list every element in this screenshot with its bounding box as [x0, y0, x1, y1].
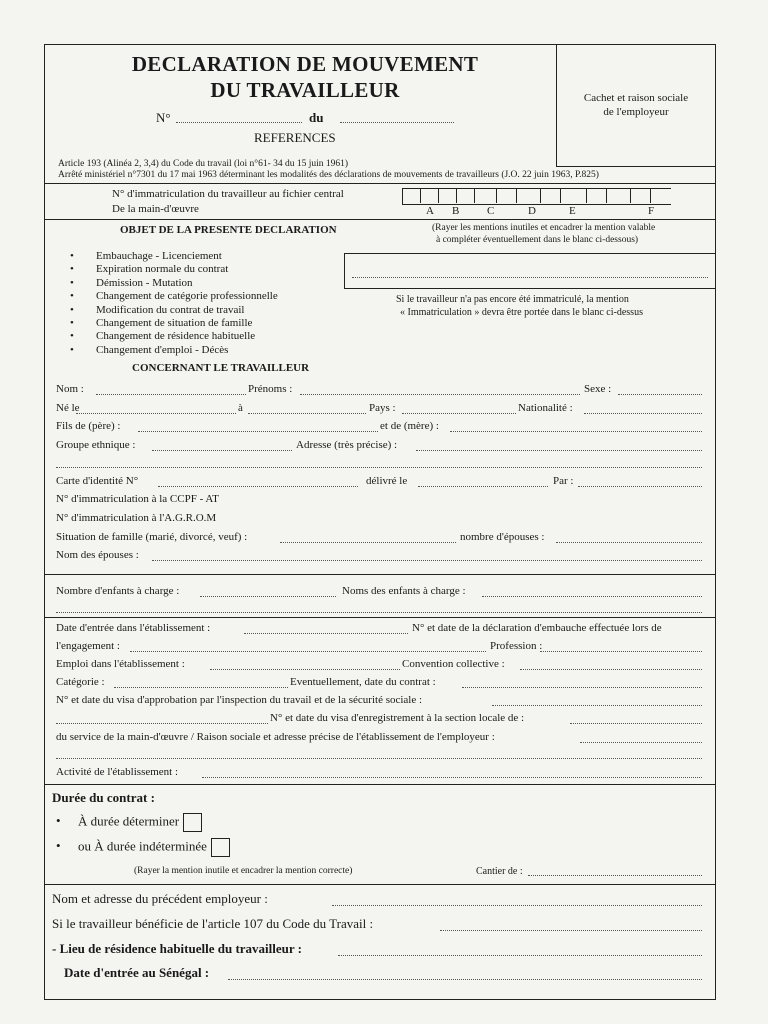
nb-enfants-field[interactable]: [200, 596, 336, 597]
senegal-field[interactable]: [228, 979, 702, 980]
letter-a: A: [426, 205, 434, 217]
objet-complement-box[interactable]: [344, 253, 716, 289]
cdi-checkbox[interactable]: [211, 838, 230, 857]
nb-epouses-label: nombre d'épouses :: [460, 531, 545, 543]
delivre-field[interactable]: [418, 486, 548, 487]
objet-item[interactable]: • Embauchage - Licenciement: [96, 250, 356, 263]
cell-divider: [516, 188, 517, 203]
visa-approbation-label: N° et date du visa d'approbation par l'inspection du travail et de la sécurité sociale :: [56, 694, 423, 706]
situation-field[interactable]: [280, 542, 456, 543]
categorie-label: Catégorie :: [56, 676, 105, 688]
ccpf-label: N° d'immatriculation à la CCPF - AT: [56, 493, 219, 505]
divider-top: [44, 183, 716, 184]
references-label: REFERENCES: [254, 130, 336, 145]
stamp-label-1: Cachet et raison sociale: [583, 92, 689, 104]
divider-footer: [44, 884, 716, 885]
no-date-decl-label: N° et date de la déclaration d'embauche effectuée lors de: [412, 622, 662, 634]
emploi-label: Emploi dans l'établissement :: [56, 658, 185, 670]
du-label: du: [309, 110, 324, 125]
fils-de-label: Fils de (père) :: [56, 420, 121, 432]
objet-item[interactable]: • Changement de situation de famille: [96, 317, 356, 330]
residence-label: - Lieu de résidence habituelle du travailleur :: [52, 941, 302, 956]
birth-place-field[interactable]: [248, 413, 366, 414]
groupe-field[interactable]: [152, 450, 292, 451]
employer-stamp-area[interactable]: [560, 122, 710, 162]
ne-le-label: Né le: [56, 402, 80, 414]
stamp-label-2: de l'employeur: [603, 106, 669, 118]
stamp-box-left: [556, 44, 557, 166]
convention-field[interactable]: [520, 669, 702, 670]
precedent-label: Nom et adresse du précédent employeur :: [52, 891, 268, 906]
agrom-label: N° d'immatriculation à l'A.G.R.O.M: [56, 512, 217, 524]
cell-divider: [650, 188, 651, 203]
mother-field[interactable]: [450, 431, 702, 432]
cell-divider: [560, 188, 561, 203]
service-mo-label: du service de la main-d'œuvre / Raison sociale et adresse précise de l'établissement de l'employeur :: [56, 731, 495, 743]
letter-d: D: [528, 205, 536, 217]
cell-divider: [474, 188, 475, 203]
birth-date-field[interactable]: [76, 413, 236, 414]
cantier-field[interactable]: [528, 875, 702, 876]
cell-divider: [496, 188, 497, 203]
employeur-field[interactable]: [580, 742, 702, 743]
visa-enregistrement-label: N° et date du visa d'enregistrement à la section locale de :: [270, 712, 525, 724]
noms-enfants-field[interactable]: [482, 596, 702, 597]
form-title-line1: DECLARATION DE MOUVEMENT: [131, 52, 479, 76]
objet-note-1: (Rayer les mentions inutiles et encadrer la mention valable: [432, 223, 656, 233]
noms-enfants-field-2[interactable]: [56, 612, 702, 613]
letter-b: B: [452, 205, 460, 217]
cell-divider: [540, 188, 541, 203]
objet-list: [96, 250, 356, 357]
engagement-field[interactable]: [130, 651, 486, 652]
visa-enregistrement-field[interactable]: [56, 723, 268, 724]
emploi-field[interactable]: [210, 669, 400, 670]
nb-epouses-field[interactable]: [556, 542, 702, 543]
cdi-label: ou À durée indéterminée: [78, 838, 207, 854]
travailleur-heading: CONCERNANT LE TRAVAILLEUR: [132, 362, 310, 374]
immat-note-2: « Immatriculation » devra être portée dans le blanc ci-dessus: [400, 307, 643, 318]
profession-field[interactable]: [540, 651, 702, 652]
prenoms-field[interactable]: [300, 394, 580, 395]
cell-divider: [438, 188, 439, 203]
arrete-reference: Arrêté ministériel n°7301 du 17 mai 1963 déterminant les modalités des déclarations de mouvements de travailleurs (J.O. 22 juin 1963, P.825): [58, 170, 599, 180]
delivre-label: délivré le: [366, 475, 408, 487]
letter-c: C: [487, 205, 495, 217]
stamp-box-bottom: [556, 166, 716, 167]
par-label: Par :: [553, 475, 574, 487]
father-field[interactable]: [138, 431, 378, 432]
nationalite-field[interactable]: [584, 413, 702, 414]
nationalite-label: Nationalité :: [518, 402, 573, 414]
residence-field[interactable]: [338, 955, 702, 956]
sexe-field[interactable]: [618, 394, 702, 395]
prenoms-label: Prénoms :: [248, 383, 293, 395]
noms-enfants-label: Noms des enfants à charge :: [342, 585, 466, 597]
date-field[interactable]: [340, 122, 454, 123]
date-contrat-field[interactable]: [462, 687, 702, 688]
groupe-label: Groupe ethnique :: [56, 439, 136, 451]
letter-f: F: [648, 205, 655, 217]
immat-label-1: N° d'immatriculation du travailleur au fichier central: [112, 188, 344, 200]
adresse-field[interactable]: [416, 450, 702, 451]
contrat-heading: Durée du contrat :: [52, 790, 155, 805]
objet-item[interactable]: • Modification du contrat de travail: [96, 304, 356, 317]
section-locale-field[interactable]: [570, 723, 702, 724]
number-label: N°: [156, 110, 171, 125]
par-field[interactable]: [578, 486, 702, 487]
contrat-note: (Rayer la mention inutile et encadrer la mention correcte): [134, 866, 353, 876]
cdi-bullet: •: [56, 838, 61, 853]
adresse-label: Adresse (très précise) :: [296, 439, 398, 451]
cdd-checkbox[interactable]: [183, 813, 202, 832]
letter-e: E: [569, 205, 576, 217]
cell-divider: [630, 188, 631, 203]
nom-field[interactable]: [96, 394, 246, 395]
cell-divider: [420, 188, 421, 203]
article-reference: Article 193 (Alinéa 2, 3,4) du Code du travail (loi n°61- 34 du 15 juin 1961): [58, 159, 349, 169]
agrom-field[interactable]: [250, 523, 702, 524]
situation-label: Situation de famille (marié, divorcé, veuf) :: [56, 531, 248, 543]
nb-enfants-label: Nombre d'enfants à charge :: [56, 585, 180, 597]
cantier-label: Cantier de :: [476, 866, 523, 877]
cdd-label: À durée déterminer: [78, 813, 180, 829]
carte-field[interactable]: [158, 486, 358, 487]
senegal-label: Date d'entrée au Sénégal :: [64, 965, 210, 980]
et-de-label: et de (mère) :: [380, 420, 439, 432]
cell-divider: [606, 188, 607, 203]
engagement-label: l'engagement :: [56, 640, 120, 652]
cell-divider: [586, 188, 587, 203]
divider-objet: [44, 219, 716, 220]
objet-heading: OBJET DE LA PRESENTE DECLARATION: [120, 224, 337, 236]
cell-divider: [456, 188, 457, 203]
objet-item[interactable]: • Expiration normale du contrat: [96, 263, 356, 276]
number-field[interactable]: [176, 122, 302, 123]
date-entree-field[interactable]: [244, 633, 408, 634]
objet-item[interactable]: • Changement de catégorie professionnelle: [96, 290, 356, 303]
pays-label: Pays :: [369, 402, 396, 414]
activite-field[interactable]: [202, 777, 702, 778]
immat-label-2: De la main-d'œuvre: [112, 203, 199, 215]
eventuellement-label: Eventuellement, date du contrat :: [290, 676, 436, 688]
ccpf-field[interactable]: [256, 504, 702, 505]
cdd-bullet: •: [56, 813, 61, 828]
pays-field[interactable]: [402, 413, 516, 414]
sexe-label: Sexe :: [584, 383, 612, 395]
immat-note-1: Si le travailleur n'a pas encore été immatriculé, la mention: [396, 294, 629, 305]
article107-field[interactable]: [440, 930, 702, 931]
employeur-field-2[interactable]: [56, 758, 702, 759]
article107-label: Si le travailleur bénéficie de l'article 107 du Code du Travail :: [52, 916, 374, 931]
cdd-option[interactable]: [78, 813, 202, 832]
profession-label: Profession :: [490, 640, 543, 652]
adresse-field-2[interactable]: [56, 467, 702, 468]
a-label: à: [238, 402, 243, 414]
objet-item[interactable]: • Démission - Mutation: [96, 277, 356, 290]
objet-item[interactable]: • Changement d'emploi - Décès: [96, 344, 356, 357]
precedent-field[interactable]: [332, 905, 702, 906]
cdi-option[interactable]: [78, 838, 230, 857]
objet-complement-line: [352, 277, 708, 278]
divider-famille: [44, 574, 716, 575]
activite-label: Activité de l'établissement :: [56, 766, 179, 778]
objet-note-2: à compléter éventuellement dans le blanc ci-dessous): [436, 235, 639, 245]
visa-approbation-field[interactable]: [492, 705, 702, 706]
nom-epouses-field[interactable]: [152, 560, 702, 561]
form-title-line2: DU TRAVAILLEUR: [210, 78, 400, 102]
categorie-field[interactable]: [114, 687, 288, 688]
nom-epouses-label: Nom des épouses :: [56, 549, 139, 561]
divider-contrat: [44, 784, 716, 785]
divider-enfants: [44, 617, 716, 618]
carte-label: Carte d'identité N°: [56, 475, 139, 487]
objet-item[interactable]: • Changement de résidence habituelle: [96, 330, 356, 343]
convention-label: Convention collective :: [402, 658, 505, 670]
date-entree-label: Date d'entrée dans l'établissement :: [56, 622, 211, 634]
nom-label: Nom :: [56, 383, 84, 395]
